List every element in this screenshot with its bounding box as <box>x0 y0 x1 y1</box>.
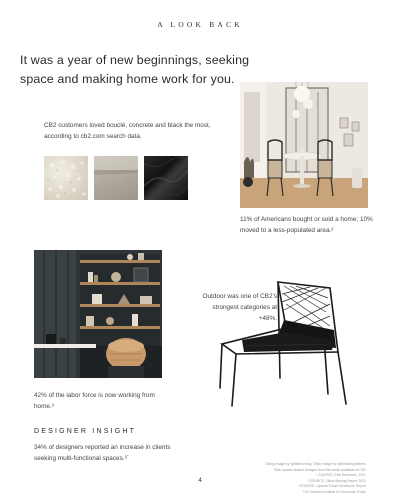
headline: It was a year of new beginnings, seeking space and making home work for you. <box>20 53 250 86</box>
outdoor-stat: Outdoor was one of CB2’s strongest categories at +48%. <box>202 293 277 323</box>
materials-stat: CB2 customers loved bouclé, concrete and black the most, according to cb2.com search data. <box>44 122 211 141</box>
labor-stat: 42% of the labor force is now working from home.³ <box>34 392 155 411</box>
credit-line: ² SOURCE: Zillow Moving Report 2021 <box>307 478 366 483</box>
shelving-office-photo <box>34 250 162 378</box>
credit-line: Both spaces feature designs from the studio available at CB2 <box>274 467 366 472</box>
section-header: A LOOK BACK <box>157 20 243 29</box>
concrete-swatch <box>94 156 138 200</box>
credit-line: ´ The Stanford Institute for Economic Policy <box>300 489 366 494</box>
dining-room-photo <box>240 82 368 208</box>
credit-line: ¹ SOURCE: Pew Research, 2021 <box>316 473 366 478</box>
moving-stat: 11% of Americans bought or sold a home; 10% moved to a less-populated area.² <box>240 216 373 235</box>
boucle-swatch <box>44 156 88 200</box>
designers-stat: 34% of designers reported an increase in clients seeking multi-functional spaces.³´ <box>34 444 171 463</box>
black-outdoor-chair <box>214 268 364 408</box>
credit-line: Dining image by @tillamorning. Office image by @theluxeypatterns <box>265 462 366 466</box>
credit-line: ³ SOURCE: Upwork Future Workforce Report <box>297 484 366 489</box>
black-leather-swatch <box>144 156 188 200</box>
designer-insight-title: DESIGNER INSIGHT <box>34 428 137 435</box>
page-number: 4 <box>198 477 202 484</box>
